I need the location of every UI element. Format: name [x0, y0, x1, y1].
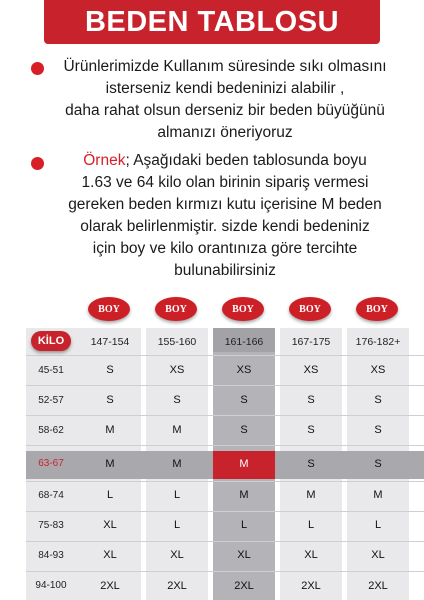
boy-header-badge [155, 297, 197, 321]
boy-label: BOY [366, 303, 388, 315]
info-paragraph [40, 56, 410, 144]
weight-range-label-highlight: 63-67 [38, 458, 64, 469]
size-cell: XL [304, 549, 318, 561]
weight-range-label: 94-100 [35, 580, 67, 591]
size-cell: M [172, 424, 182, 436]
size-cell: S [173, 394, 181, 406]
size-cell: XL [103, 519, 117, 531]
size-cell: M [105, 458, 115, 470]
size-cell: 2XL [301, 580, 321, 592]
size-cell: 2XL [368, 580, 388, 592]
info-line: Ürünlerimizde Kullanım süresinde sıkı olmasını [63, 58, 387, 75]
weight-range-label: 45-51 [38, 365, 64, 376]
weight-range-label: 58-62 [38, 425, 64, 436]
height-range-label: 167-175 [291, 336, 331, 348]
example-paragraph [40, 150, 410, 282]
size-cell: 2XL [234, 580, 254, 592]
size-cell: S [240, 394, 248, 406]
size-cell: S [106, 394, 114, 406]
boy-label: BOY [98, 303, 120, 315]
kilo-header-badge [31, 331, 71, 351]
size-cell: M [239, 489, 249, 501]
size-cell: L [374, 519, 382, 531]
size-cell: XS [169, 364, 185, 376]
height-range-label: 147-154 [90, 336, 130, 348]
size-cell: S [240, 424, 248, 436]
size-cell: XS [303, 364, 319, 376]
size-cell: M [373, 489, 383, 501]
height-range-label: 161-166 [224, 336, 264, 348]
example-line: için boy ve kilo orantınıza göre tercihte [92, 240, 358, 257]
row-divider [26, 355, 424, 356]
size-cell: M [172, 458, 182, 470]
size-cell: S [307, 394, 315, 406]
size-cell: L [240, 519, 248, 531]
size-cell: XL [103, 549, 117, 561]
row-divider [26, 481, 424, 482]
size-cell: L [173, 489, 181, 501]
size-cell: S [374, 424, 382, 436]
boy-header-badge [222, 297, 264, 321]
example-line: 1.63 ve 64 kilo olan birinin sipariş vermesi [81, 174, 369, 191]
boy-label: BOY [232, 303, 254, 315]
size-cell: L [173, 519, 181, 531]
height-range-label: 176-182+ [355, 336, 401, 348]
row-divider [26, 415, 424, 416]
size-cell: 2XL [100, 580, 120, 592]
kilo-label: KİLO [37, 335, 65, 347]
example-line: olarak belirlenmiştir. sizde kendi bedeniniz [80, 218, 370, 235]
example-line-rest: ; Aşağıdaki beden tablosunda boyu [125, 152, 367, 169]
row-divider [26, 511, 424, 512]
size-cell: XS [236, 364, 252, 376]
size-cell: XL [371, 549, 385, 561]
boy-header-badge [356, 297, 398, 321]
info-line: isterseniz kendi bedeninizi alabilir , [105, 80, 345, 97]
size-cell: S [307, 458, 315, 470]
row-divider [26, 541, 424, 542]
size-cell: S [307, 424, 315, 436]
size-cell: 2XL [167, 580, 187, 592]
weight-range-label: 52-57 [38, 395, 64, 406]
info-line: daha rahat olsun derseniz bir beden büyüğünü [65, 102, 385, 119]
example-line [40, 150, 410, 172]
size-cell: M [306, 489, 316, 501]
weight-range-label: 75-83 [38, 520, 64, 531]
boy-header-badge [88, 297, 130, 321]
example-line: bulunabilirsiniz [174, 262, 276, 279]
size-cell: S [374, 458, 382, 470]
size-cell: XL [237, 549, 251, 561]
info-line: almanızı öneriyoruz [157, 124, 293, 141]
size-cell: L [106, 489, 114, 501]
height-range-label: 155-160 [157, 336, 197, 348]
row-divider [26, 445, 424, 446]
selected-size-value: M [239, 458, 249, 470]
row-divider [26, 571, 424, 572]
size-cell: S [106, 364, 114, 376]
size-cell: S [374, 394, 382, 406]
boy-label: BOY [299, 303, 321, 315]
row-divider [26, 385, 424, 386]
page-title: BEDEN TABLOSU [84, 5, 340, 38]
weight-range-label: 68-74 [38, 490, 64, 501]
example-line: gereken beden kırmızı kutu içerisine M beden [68, 196, 382, 213]
size-cell: XS [370, 364, 386, 376]
size-cell: M [105, 424, 115, 436]
example-word: Örnek [83, 152, 126, 169]
boy-header-badge [289, 297, 331, 321]
size-cell: XL [170, 549, 184, 561]
title-banner [44, 0, 380, 44]
weight-range-label: 84-93 [38, 550, 64, 561]
size-cell: L [307, 519, 315, 531]
boy-label: BOY [165, 303, 187, 315]
